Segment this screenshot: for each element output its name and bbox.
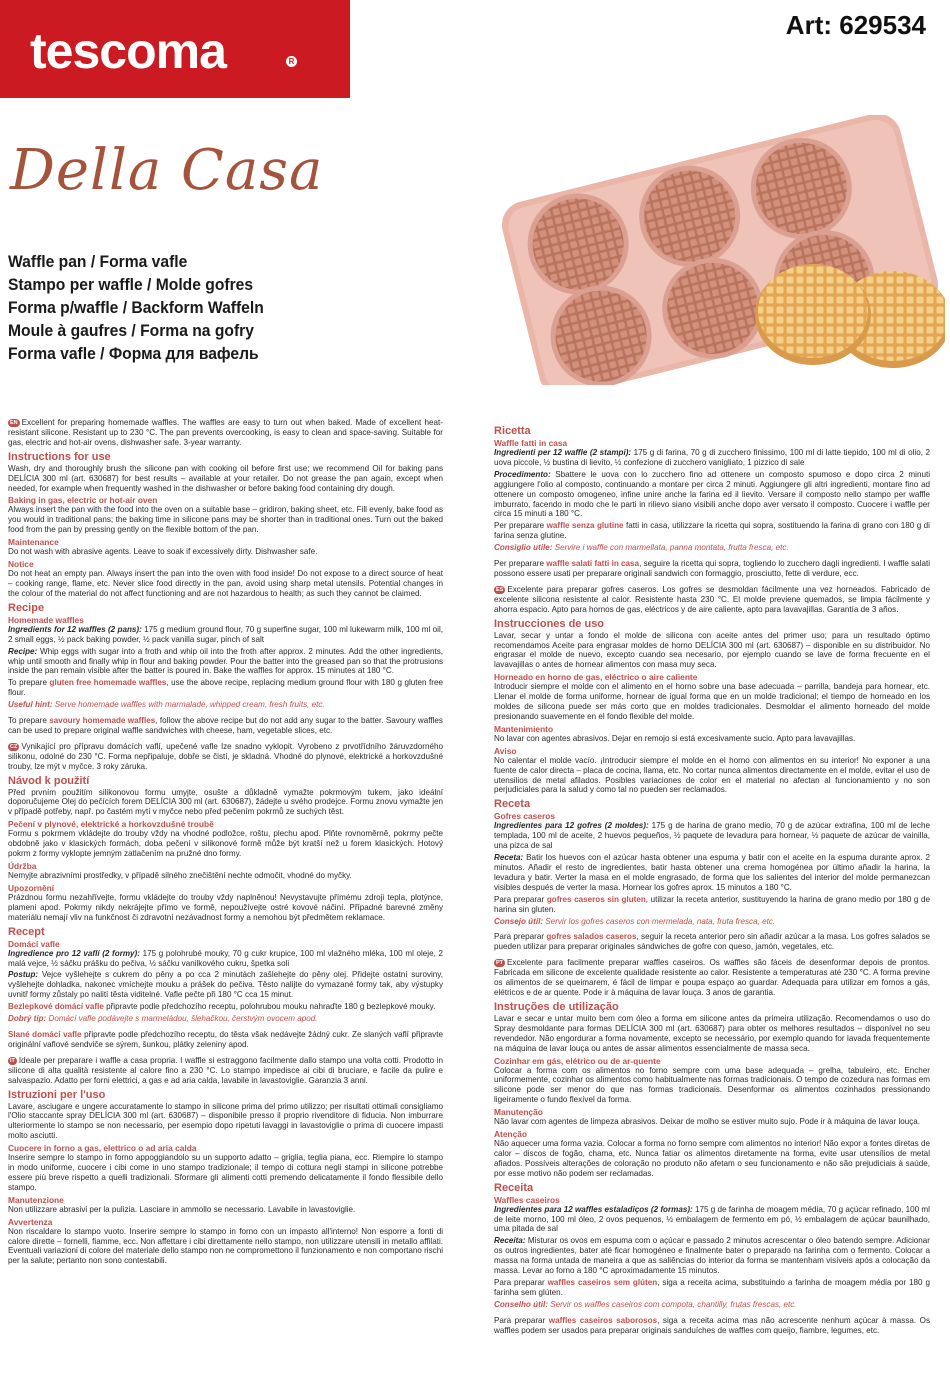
title-line: Forma p/waffle / Backform Waffeln [8, 298, 264, 317]
savoury-text: , seguire la ricetta qui sopra, togliendo lo zucchero dagli ingredienti. I waffle salati possono essere usati per preparare originali sandwich con formaggio, prosciutto, fette di verdure, ecc. [494, 559, 931, 578]
heading-recipe-sub: Waffles caseiros [494, 1194, 560, 1205]
heading-instructions: Instruções de utilização [494, 1000, 619, 1013]
ingredients-label: Ingredience pro 12 vaflí (2 formy): [8, 948, 140, 958]
lang-badge-en: EN [10, 420, 18, 426]
heading-maintenance: Manutenzione [8, 1194, 64, 1205]
gluten-free-text: , siga a receita acima, substituindo a farinha de moagem média por 180 g farinha sem glúten. [494, 1278, 930, 1297]
heading-baking: Horneado en horno de gas, eléctrico o aire caliente [494, 672, 698, 683]
intro-text: Ideale per preparare i waffle a casa propria. I waffle si estraggono facilmente dallo stampo una volta cotti. Prodotto in silicone di alta qualità resistente al calore fino a 230 °C. Lo stampo impedisce ai cibi di bruciare, e facile da pulire e salvaspazio. Adatto per forni elettrici, a gas e ad aria calda, lavabile in lavastoviglie. Garanzia 3 anni. [8, 1055, 443, 1085]
instructions-text: Wash, dry and thoroughly brush the silicone pan with cooking oil before first use; we recommend Oil for baking pans DELÍCIA 300 ml (art. 630687) for best results – available at your retailer. Do not grease the pan again, except when needed, for example when frequently washed in the dishwasher or before baking food containing dry dough. [8, 463, 443, 493]
intro-text: Excellent for preparing homemade waffles. The waffles are easy to turn out when baked. Made of excellent heat-resistant silicone. Resistant up to 230 °C. The pan prevents overcooking, is easy to clean and space-saving. Suitable for gas, electric and hot-air ovens, dishwasher safe. 3-year warranty. [8, 418, 443, 447]
heading-instructions: Instructions for use [8, 450, 111, 463]
savoury-prefix: Para preparar [494, 932, 547, 942]
savoury-text: , seguir la receta anterior pero sin añadir azúcar a la masa. Los gofres salados se pueden utilizar para preparar originales sándwiches de gofre con queso, jamón, vegetales, etc. [494, 932, 930, 952]
notice-text: No calentar el molde vacío. ¡Introducir siempre el molde en el horno con alimentos en su interior! No exponer a una fuente de calor directa – placa de cocina, llama, etc. No cortar nunca alimentos directamente en el molde, evitar el uso de utensilios de metal afilados. Posibles variaciones de color en el material no afectan al funcionamiento y no son perjudiciales para la salud y como tal no pueden ser reclamados. [494, 755, 930, 795]
recipe-label: Recipe: [8, 646, 38, 656]
hint-text: Servir los gofres caseros con mermelada, nata, fruta fresca, etc. [543, 916, 776, 926]
recipe-label: Postup: [8, 970, 39, 980]
gluten-free-highlight: Bezlepkové domácí vafle [8, 1002, 104, 1012]
heading-recipe: Recipe [8, 601, 45, 614]
heading-recipe: Recept [8, 925, 45, 938]
instructions-text: Lavare, asciugare e ungere accuratamente lo stampo in silicone prima del primo utilizzo; per risultati ottimali consigliamo l'Olio staccante spray DELÍCIA 300 ml (art. 630687) – disponibile presso il proprio rivenditore di fiducia. Non imburrare ulteriormente lo stampo se non necessario, per esempio dopo ripetuti lavaggi in lavastoviglie o prima di cuocere impasti molto asciutti. [8, 1101, 443, 1141]
lang-badge-pt: PT [496, 960, 504, 967]
notice-text: Non riscaldare lo stampo vuoto. Inserire sempre lo stampo in forno con un impasto all'interno! Non esporre a fonti di calore dirette – fornelli, fiamme, ecc. Non affettare i cibi direttamente nello stampo, non utilizzare utensili in metallo affilati. Eventuali variazioni di colore del materiale dello stampo non ne compromettono il funzionamento e non comportano rischi per la salute; pertanto non sono contestabili. [8, 1226, 443, 1266]
section-cz [8, 742, 443, 1050]
gluten-free-text: , utilizar la receta anterior, sustituyendo la harina de grano medio por 180 g de harina sin gluten. [494, 894, 930, 914]
maintenance-text: Non utilizzare abrasivi per la pulizia. Lasciare in ammollo se necessario. Lavabile in lavastoviglie. [8, 1204, 356, 1214]
maintenance-text: Nemyjte abrazivními prostředky, v případě silného znečištění nechte odmočit, vhodné do myčky. [8, 871, 352, 880]
heading-notice: Aviso [494, 745, 517, 756]
hint-text: Servire i waffle con marmellata, panna montata, frutta fresca, etc. [552, 543, 789, 553]
recipe-label: Receita: [494, 1236, 526, 1246]
savoury-prefix: Para preparar [494, 1315, 549, 1325]
gluten-free-highlight: waffle senza glutine [546, 521, 624, 531]
savoury-highlight: waffles caseiros saborosos [548, 1315, 658, 1325]
gluten-free-prefix: Para preparar [494, 894, 547, 904]
notice-text: Prázdnou formu nezahřívejte, formu vkládejte do trouby vždy naplněnou! Nevystavujte přímému zdroji tepla, plotýnce, plameni apod. Pokrmy nikdy nekrájejte přímo ve formě, nepoužívejte ostré kovové náčiní. Případné barevné změny materiálu nemají vliv na funkčnost či zdravotní nezávadnost formy a nemohou být předmětem reklamace. [8, 892, 443, 922]
baking-text: Formu s pokrmem vkládejte do trouby vždy na vhodné podložce, roštu, plechu apod. Plňte rovnoměrně, pokrmy pečte obdobně jako v klasických formách, doba pečení v silikonové formě může být kratší než u forem klasických. Hotový pokrm z formy vyklopte jemným zatlačením na pružné dno formy. [8, 829, 443, 859]
heading-recipe: Receta [494, 798, 531, 811]
hint-label: Dobrý tip: [8, 1014, 47, 1024]
heading-recipe-sub: Homemade waffles [8, 614, 84, 625]
gluten-free-text: připravte podle předchozího receptu, polohrubou mouku nahraďte 180 g bezlepkové mouky. [103, 1002, 436, 1012]
gluten-free-highlight: waffles caseiros sem glúten [547, 1278, 658, 1287]
heading-recipe-sub: Waffle fatti in casa [494, 438, 568, 448]
hint-text: Serve homemade waffles with marmalade, whipped cream, fresh fruits, etc. [52, 700, 325, 710]
title-line: Waffle pan / Forma vafle [8, 252, 188, 271]
ingredients-text: 175 g de farinha de moagem média, 70 g açúcar refinado, 100 ml de leite morno, 100 ml óleo, 2 ovos pequenos, ½ embalagem de fermento em pó, ½ embalagem de açúcar baunilhado, uma pitada de sal [494, 1204, 930, 1234]
product-titles [8, 250, 468, 365]
baking-text: Introducir siempre el molde con el alimento en el horno sobre una base adecuada – parrilla, bandeja para hornear, etc. Llenar el molde de forma uniforme, hornear de igual forma que en un molde tradicional; el tiempo de horneado en los moldes de silicona puede ser más corto que en moldes tradicionales. Desmoldar el alimento horneado del molde presionando suavemente en el fondo flexible del molde. [494, 682, 930, 721]
heading-recipe: Ricetta [494, 425, 531, 437]
heading-baking: Cozinhar em gás, elétrico ou de ar-quente [494, 1055, 661, 1066]
intro-text: Excelente para facilmente preparar waffles caseiros. Os waffles são fáceis de desenformar depois de prontos. Fabricada em silicone de excelente qualidade resistente ao calor. Resistente a temperaturas até 230 °C. A forma previne os alimentos de se queimarem, é fácil de limpar e poupa espaço ao guardar. Adequada para utilizar em fornos a gás, elétricos e de ar quente. Pode ir à máquina de lavar louça. 3 anos de garantia. [494, 958, 930, 997]
instructions-text: Před prvním použitím silikonovou formu umyjte, osušte a důkladně vymažte pokrmovým tukem, jako ideální doporučujeme Olej do pečících forem DELÍCIA 300 ml (art. 630687), žádejte u svého prodejce. Formu znovu vymažte jen v případě potřeby, např. po častém mytí v myčce nebo před pečením pokrmů ze suchých těst. [8, 787, 443, 817]
gluten-free-prefix: Para preparar [494, 1278, 548, 1287]
lang-badge-es: ES [496, 586, 504, 593]
heading-instructions: Istruzioni per l'uso [8, 1088, 106, 1101]
ingredients-label: Ingredients for 12 waffles (2 pans): [8, 624, 142, 634]
savoury-highlight: savoury homemade waffles [49, 716, 156, 726]
baking-text: Always insert the pan with the food into the oven on a suitable base – gridiron, baking sheet, etc. Fill evenly, bake food as you would in traditional pans; the baking time in silicone pans may be shorter than in traditional ones. Turn out the baked food from the pan by pressing gently on the flexible bottom of the pan. [8, 505, 443, 535]
gluten-free-text: fatti in casa, utilizzare la ricetta qui sopra, sostituendo la farina di grano con 180 g di farina senza glutine. [494, 521, 930, 541]
recipe-text: Misturar os ovos em espuma com o açúcar e passado 2 minutos acrescentar o óleo batendo sempre. Adicionar os outros ingredientes, bater até ficar homogéneo e finalmente bater o preparado na farinha com o fermento. Colocar a massa na forma untada de maneira a que as saliências do interior da forma se mantenham visíveis após a colocação da massa. Levar ao forno a 180 °C aproximadamente 15 minutos. [494, 1236, 930, 1276]
savoury-highlight: Slané domácí vafle [8, 1029, 82, 1039]
instructions-text: Lavar e secar e untar muito bem com óleo a forma em silicone antes da primeira utilização. Recomendamos o uso do Spray desmoldante para formas DELÍCIA 300 ml (art. 630687) para obter os melhores resultados – disponível no seu revendedor. Não engordurar a forma novamente, excepto se necessário, por exemplo quando for lavada frequentemente na máquina de lavar louça ou antes de assar alimentos essencialmente de massa seca. [494, 1013, 930, 1053]
right-column [494, 422, 930, 1338]
heading-baking: Pečení v plynové, elektrické a horkovzdušné troubě [8, 819, 214, 830]
ingredients-label: Ingredienti per 12 waffle (2 stampi): [494, 448, 632, 457]
savoury-text: , siga a receita acima mas não acrescente nenhum açúcar à massa. Os waffles podem ser usados para preparar originais sanduíches de waffles com queijo, fiambre, legumes, etc. [494, 1315, 931, 1335]
baked-waffles [755, 264, 945, 368]
brand-banner [0, 0, 350, 98]
hint-text: Domácí vafle podávejte s marmeládou, šlehačkou, čerstvým ovocem apod. [46, 1014, 318, 1024]
section-es [494, 585, 930, 952]
ingredients-text: 175 g di farina, 70 g di zucchero finissimo, 100 ml di latte tiepido, 100 ml di olio, 2 uova piccole, ½ bustina di lievito, ½ confezione di zucchero vanigliato, 1 pizzico di sale [494, 448, 930, 467]
recipe-text: Vejce vyšlehejte s cukrem do pěny a po cca 2 minutách zašlehejte do pěny olej. Přidejte ostatní suroviny, vyšlehejte dohladka, nakonec vmíchejte mouku a prášek do pečiva. Těsto nalijte do vymazané formy tak, aby výstupky uvnitř formy zůstaly po nalití těsta viditelné. Vafle pečte při 180 °C cca 15 minut. [8, 970, 443, 1000]
heading-baking: Cuocere in forno a gas, elettrico o ad aria calda [8, 1143, 197, 1154]
hint-label: Consejo útil: [494, 916, 544, 926]
heading-notice: Atenção [494, 1129, 528, 1140]
heading-maintenance: Maintenance [8, 537, 59, 548]
lang-badge-cz: CZ [10, 743, 18, 750]
title-line: Stampo per waffle / Molde gofres [8, 275, 254, 294]
savoury-prefix: Per preparare [494, 559, 547, 569]
savoury-text: , follow the above recipe but do not add any sugar to the batter. Savoury waffles can be used to prepare original waffle sandwiches with cheese, ham, vegetable slices, etc. [8, 716, 443, 735]
gluten-free-text: , use the above recipe, replacing medium ground flour with 180 g gluten free flour. [8, 678, 443, 698]
hint-label: Consiglio utile: [494, 543, 553, 553]
recipe-text: Sbattere le uova con lo zucchero fino ad ottenere un composto spumoso e dopo circa 2 minuti aggiungere l'olio al composto, continuando a montare per circa 2 minuti. Aggiungere gli altri ingredienti, montare fino ad ottenere un composto omogeneo, infine unire anche la farina ed il lievito. Versare il composto nello stampo per waffle imburrato, facendo in modo che le parti in rilievo siano visibili anche dopo aver versato il composto. Cuocere i waffle per circa 15 minuti a 180 °C. [494, 469, 930, 519]
heading-maintenance: Údržba [8, 861, 37, 871]
title-line: Forma vafle / Форма для вафель [8, 344, 259, 363]
baking-text: Inserire sempre lo stampo in forno appoggiandolo su un supporto adatto – griglia, teglia piana, ecc. Riempire lo stampo in modo uniforme, cuocere i cibi come in uno stampo tradizionale; il tempo di cottura negli stampi in silicone potrebbe essere più breve rispetto a quelli tradizionali. Sformare gli alimenti cotti premendo delicatamente il fondo flessibile dello stampo. [8, 1153, 443, 1192]
tescoma-logo: tescoma [30, 23, 226, 79]
hint-label: Conselho útil: [494, 1299, 548, 1309]
maintenance-text: No lavar con agentes abrasivos. Dejar en remojo si está excesivamente sucio. Apto para lavavajillas. [494, 733, 856, 743]
heading-notice: Notice [8, 559, 34, 570]
recipe-label: Procedimento: [494, 469, 551, 479]
instructions-text: Lavar, secar y untar a fondo el molde de silicona con aceite antes del primer uso; para un resultado óptimo recomendamos Aceite para engrasar moldes de horno DELÍCIA 300 ml (art. 630687) – disponible en su distribuidor. No engrasar el molde de nuevo, excepto cuando sea necesario, por ejemplo cuando se lave de forma frecuente en el lavavajillas o antes de hornear alimentos con masa muy seca. [494, 630, 930, 670]
section-it-recipe [494, 425, 930, 579]
ingredients-text: 175 g medium ground flour, 70 g superfine sugar, 100 ml lukewarm milk, 100 ml oil, 2 small eggs, ½ pack baking powder, ½ pack vanilla sugar, pinch of salt [8, 624, 443, 644]
registered-mark-icon: R [286, 56, 297, 67]
savoury-prefix: To prepare [8, 716, 50, 726]
heading-maintenance: Manutenção [494, 1107, 543, 1118]
section-en [8, 418, 443, 736]
heading-instructions: Instrucciones de uso [494, 617, 605, 630]
section-it [8, 1056, 443, 1267]
maintenance-text: Não lavar com agentes de limpeza abrasivos. Deixar de molho se estiver muito sujo. Pode ir à máquina de lavar louça. [494, 1117, 921, 1127]
left-column [8, 418, 443, 1268]
collection-name: Della Casa [10, 138, 324, 203]
gluten-free-highlight: gluten free homemade waffles [49, 678, 167, 688]
intro-text: Vynikající pro přípravu domácích vaflí, upečené vafle lze snadno vyklopit. Vyrobeno z prvotřídního žáruvzdorného silikonu, odolné do 230 °C. Forma nepřipaluje, dobře se čistí, je skladná. Vhodné do plynové, elektrické a horkovzdušné trouby, lze mýt v myčce. 3 roky záruka. [8, 741, 443, 771]
heading-notice: Avvertenza [8, 1216, 53, 1227]
section-pt [494, 958, 930, 1335]
baking-text: Colocar a forma com os alimentos no forno sempre com uma base adequada – grelha, tabuleiro, etc. Encher uniformemente, cozinhar os alimentos como habitualmente nas formas tradicionais. O tempo de cozedura nas formas em silicone pode ser menor do que nas formas tradicionais. Desenformar os alimentos cozinhados pressionando ligeiramente o fundo flexível da forma. [494, 1065, 930, 1105]
title-line: Moule à gaufres / Forma na gofry [8, 321, 254, 340]
recipe-label: Receta: [494, 853, 524, 863]
gluten-free-prefix: Per preparare [494, 521, 547, 531]
gluten-free-highlight: gofres caseros sin gluten [546, 894, 646, 904]
recipe-text: Whip eggs with sugar into a froth and whip oil into the froth after approx. 2 minutes. Add the other ingredients, whip until smooth and finally whip in flour and baking powder. Pour the batter into the greased pan so that the protrusions inside the pan remain visible after the batter is poured in. Bake the waffles for approx. 15 minutes at 180 °C. [8, 646, 443, 676]
savoury-highlight: gofres salados caseros [546, 932, 637, 942]
article-number: Art: 629534 [785, 10, 926, 40]
intro-text: Excelente para preparar gofres caseros. Los gofres se desmoldan fácilmente una vez horneados. Fabricado de excelente silicona resistente al calor. Resistente hasta 230 °C. El molde previene quemados, se limpia fácilmente y ahorra espacio. Apto para hornos de gas, eléctricos y de aire caliente, apto para lavavajillas. Garantía de 3 años. [494, 584, 930, 614]
savoury-highlight: waffle salati fatti in casa [546, 559, 640, 569]
ingredients-text: 175 g de harina de grano medio, 70 g de azúcar extrafina, 100 ml de leche templada, 100 ml de aceite, 2 huevos pequeños, ½ paquete de levadura para hornear, ½ paquete de azúcar de vainilla, una pizca de sal [494, 821, 930, 851]
ingredients-label: Ingredientes para 12 waffles estaladiços (2 formas): [494, 1204, 693, 1214]
ingredients-label: Ingredientes para 12 gofres (2 moldes): [494, 821, 649, 831]
recipe-text: Batir los huevos con el azúcar hasta obtener una espuma y batir con el aceite en la espuma durante aprox. 2 minutos. Añadir el resto de ingredientes, batir hasta obtener una crema homogénea por último añadir la harina, la levadura y batir. Verter la masa en el molde engrasado, de forma que los salientes del interior del molde permanezcan visibles después de verter la masa. Hornear los gofres aprox. 15 minutos a 180 °C. [494, 853, 930, 892]
heading-recipe-sub: Domácí vafle [8, 938, 60, 949]
heading-recipe-sub: Gofres caseros [494, 811, 555, 822]
hint-label: Useful hint: [8, 700, 53, 710]
ingredients-text: 175 g polohrubé mouky, 70 g cukr krupice, 100 ml vlažného mléka, 100 ml oleje, 2 malá vejce, ½ sáčku prášku do pečiva, ½ sáčku vanilkového cukru, špetka soli [8, 948, 443, 968]
maintenance-text: Do not wash with abrasive agents. Leave to soak if excessively dirty. Dishwasher safe. [8, 547, 318, 557]
lang-badge-it: IT [10, 1057, 15, 1064]
notice-text: Não aquecer uma forma vazia. Colocar a forma no forno sempre com alimentos no interior! Não expor a fontes diretas de calor – discos de fogão, chama, etc. Nunca fatiar os alimentos diretamente na forma, evite usar utensílios de metal afiados. Possíveis alterações de coloração no produto não afetam o seu funcionamento e não são prejudiciais à saúde, por esse motivo não podem ser reclamadas. [494, 1139, 930, 1178]
gluten-free-prefix: To prepare [8, 678, 50, 688]
heading-instructions: Návod k použití [8, 774, 90, 787]
heading-recipe: Receita [494, 1181, 534, 1194]
hint-text: Servir os waffles caseiros com compota, chantilly, frutas frescas, etc. [547, 1299, 797, 1309]
heading-maintenance: Mantenimiento [494, 723, 554, 734]
savoury-text: připravte podle předchozího receptu, do těsta však nedávejte žádný cukr. Ze slaných vaflí připravte originální vaflové sendviče se sýrem, šunkou, plátky zeleniny apod. [8, 1029, 443, 1049]
notice-text: Do not heat an empty pan. Always insert the pan into the oven with food inside! Do not expose to a direct source of heat – cooking range, flame, etc. Never slice food directly in the pan, avoid using sharp metal utensils. Potential changes in the colour of the material do not affect functioning and are not hazardous to health; as such they cannot be claimed. [8, 569, 443, 598]
heading-notice: Upozornění [8, 882, 55, 893]
heading-baking: Baking in gas, electric or hot-air oven [8, 495, 158, 506]
waffle-pan-image [495, 115, 945, 385]
